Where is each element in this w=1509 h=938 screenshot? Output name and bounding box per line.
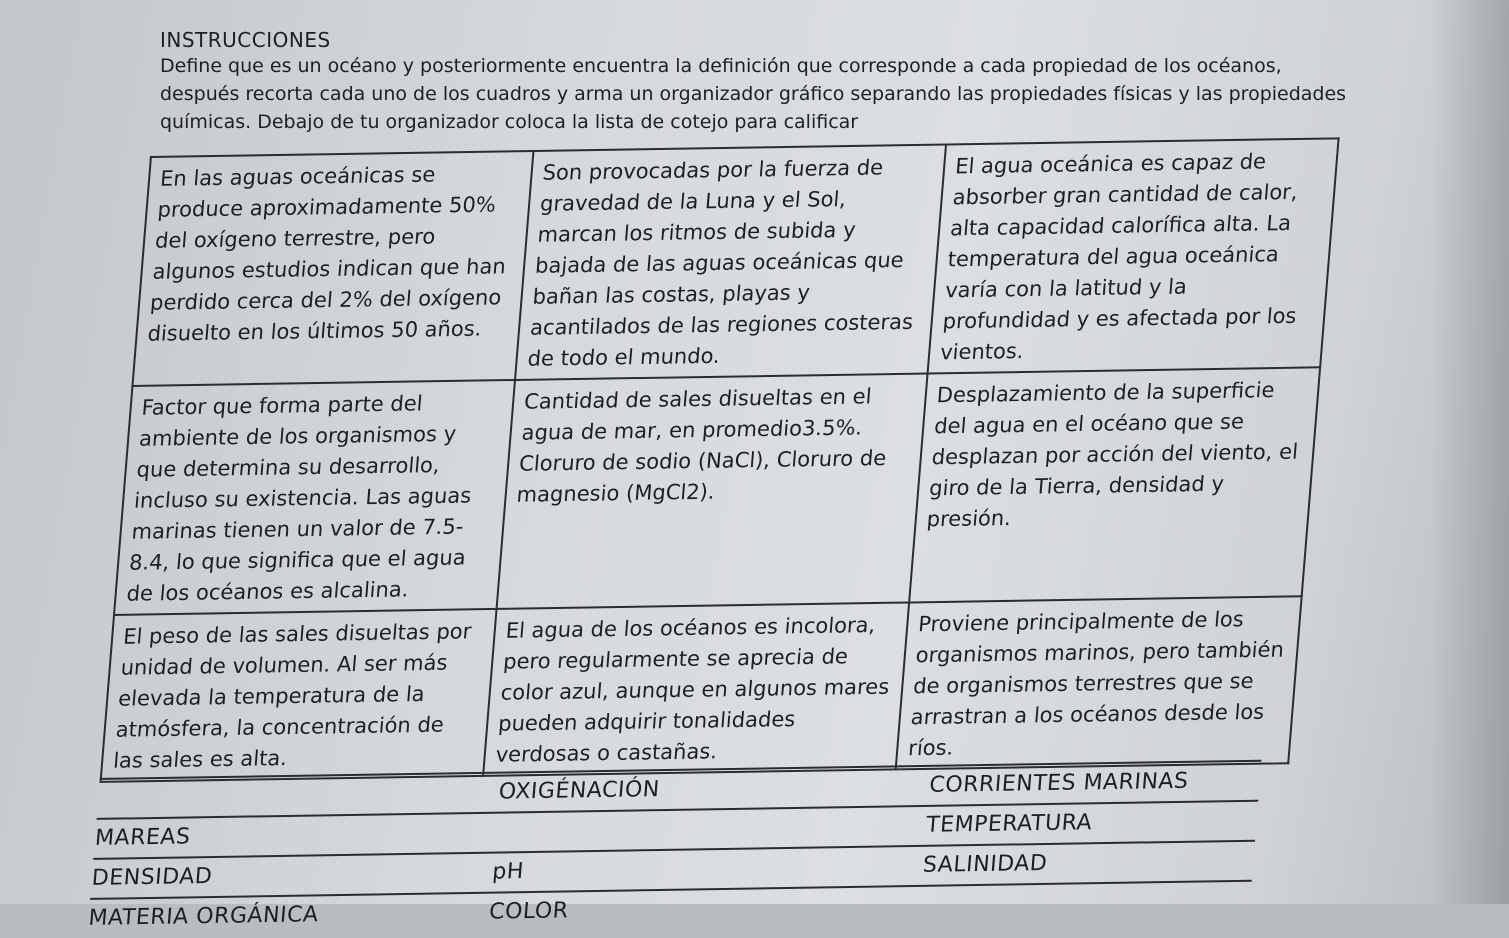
property-label: DENSIDAD bbox=[90, 864, 214, 891]
table-row bbox=[132, 138, 1338, 386]
instructions-line: después recorta cada uno de los cuadros y arma un organizador gráfico separando las propiedades físicas y las propiedades bbox=[160, 83, 1347, 105]
instructions-line: Define que es un océano y posteriormente encuentra la definición que corresponde a cada propiedad de los océanos, bbox=[160, 55, 1282, 77]
property-label: COLOR bbox=[488, 898, 570, 925]
property-label: CORRIENTES MARINAS bbox=[928, 768, 1190, 798]
property-label: MATERIA ORGÁNICA bbox=[87, 902, 320, 931]
table-row bbox=[101, 596, 1302, 782]
definition-temperature: El agua oceánica es capaz de absorber gran cantidad de calor, alta capacidad calorífica alta. La temperatura del agua oceánica varía con la latitud y la profundidad y es afectada por los vientos. bbox=[928, 138, 1339, 373]
page-shadow bbox=[1429, 0, 1509, 904]
table-row bbox=[114, 367, 1320, 615]
instructions-paragraph bbox=[160, 52, 1420, 136]
cutout-table bbox=[87, 138, 1311, 931]
definition-density: El peso de las sales disueltas por unidad de volumen. Al ser más elevada la temperatura de la atmósfera, la concentración de las sales es alta. bbox=[101, 609, 497, 782]
property-label: pH bbox=[491, 859, 525, 885]
instructions-line: químicas. Debajo de tu organizador coloca la lista de cotejo para calificar bbox=[160, 111, 859, 133]
definition-organic-matter: Proviene principalmente de los organismos marinos, pero también de organismos terrestres que se arrastran a los océanos desde los ríos. bbox=[896, 596, 1302, 769]
property-label: OXIGÉNACIÓN bbox=[497, 777, 661, 805]
definition-tides: Son provocadas por la fuerza de gravedad de la Luna y el Sol, marcan los ritmos de subida y bajada de las aguas oceánicas que bañan las costas, playas y acantilados de las regiones costeras de todo el mundo. bbox=[515, 145, 946, 380]
definition-currents: Desplazamiento de la superficie del agua en el océano que se desplazan por acción del viento, el giro de la Tierra, densidad y presión. bbox=[909, 367, 1320, 602]
definition-ph: Factor que forma parte del ambiente de los organismos y que determina su desarrollo, incluso su existencia. Las aguas marinas tienen un valor de 7.5-8.4, lo que significa que el agua de los océanos es alcalina. bbox=[114, 380, 515, 615]
definition-salinity: Cantidad de sales disueltas en el agua de mar, en promedio3.5%. Cloruro de sodio (NaCl), Cloruro de magnesio (MgCl2). bbox=[497, 373, 928, 608]
definition-color: El agua de los océanos es incolora, pero regularmente se aprecia de color azul, aunque en algunos mares pueden adquirir tonalidades verdosas o castañas. bbox=[483, 602, 909, 775]
property-label: SALINIDAD bbox=[921, 850, 1049, 878]
definitions-grid bbox=[99, 137, 1339, 783]
property-labels bbox=[87, 760, 1262, 938]
heading: INSTRUCCIONES bbox=[160, 28, 331, 52]
property-label: MAREAS bbox=[94, 824, 192, 851]
property-label: TEMPERATURA bbox=[925, 810, 1094, 838]
definition-oxygenation: En las aguas oceánicas se produce aproximadamente 50% del oxígeno terrestre, pero algunos estudios indican que han perdido cerca del 2% del oxígeno disuelto en los últimos 50 años. bbox=[132, 151, 533, 386]
